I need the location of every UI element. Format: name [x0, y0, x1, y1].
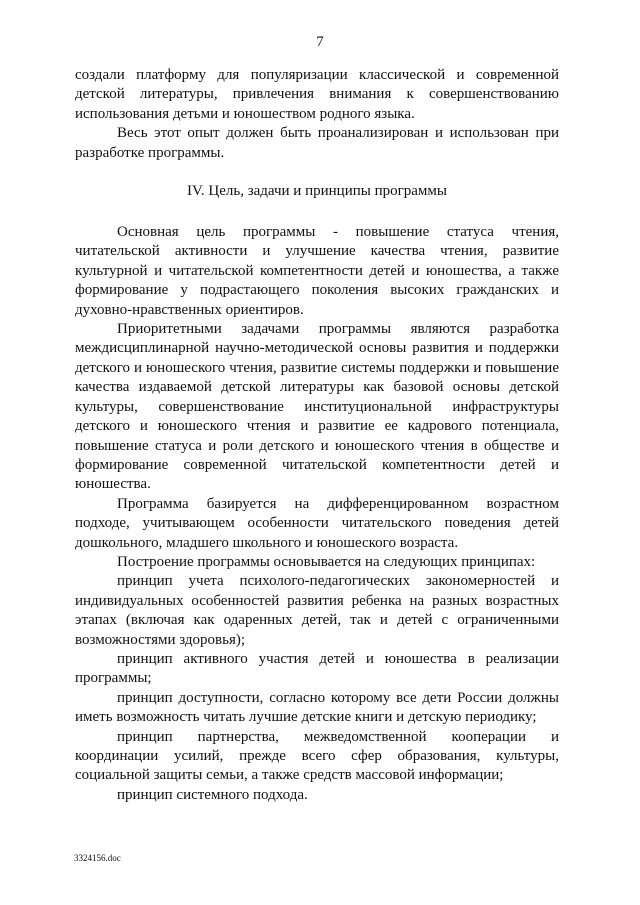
page-number: 7	[316, 34, 324, 50]
document-body	[75, 66, 559, 805]
body-paragraph: Приоритетными задачами программы являются разработка междисциплинарной научно-методической основы развития и поддержки детского и юношеского чтения, развитие системы поддержки и повышение качества издаваемой детской литературы как базовой основы детской культуры, совершенствование институциональной инфраструктуры детского и юношеского чтения и развитие ее кадрового потенциала, повышение статуса и роли детского и юношеского чтения в обществе и формирование современной читательской компетентности детей и юношества.	[75, 321, 559, 493]
body-paragraph: создали платформу для популяризации классической и современной детской литературы, привлечения внимания к совершенствованию использования детьми и юношеством родного языка.	[75, 67, 559, 122]
section-heading: IV. Цель, задачи и принципы программы	[187, 183, 447, 200]
body-paragraph: Программа базируется на дифференцированном возрастном подходе, учитывающем особенности читательского поведения детей дошкольного, младшего школьного и юношеского возраста.	[75, 495, 559, 551]
body-paragraph: Построение программы основывается на следующих принципах:	[117, 553, 536, 570]
principle-item: принцип учета психолого-педагогических закономерностей и индивидуальных особенностей развития ребенка на разных возрастных этапах (включая как одаренных детей, так и детей с ограниченными возможностями здоровья);	[75, 573, 559, 648]
principle-item: принцип активного участия детей и юношества в реализации программы;	[75, 650, 559, 687]
body-paragraph: Весь этот опыт должен быть проанализирован и использован при разработке программы.	[75, 125, 559, 161]
principle-item: принцип партнерства, межведомственной кооперации и координации усилий, прежде всего сфер образования, культуры, социальной защиты семьи, а также средств массовой информации;	[75, 728, 559, 784]
principle-item: принцип системного подхода.	[117, 786, 308, 803]
footer-filename: 3324156.doc	[74, 853, 121, 863]
body-paragraph: Основная цель программы - повышение статуса чтения, читательской активности и улучшение качества чтения, развитие культурной и читательской компетентности детей и юношества, а также формирование у подрастающего поколения высоких гражданских и духовно-нравственных ориентиров.	[75, 224, 559, 318]
principle-item: принцип доступности, согласно которому все дети России должны иметь возможность читать лучшие детские книги и детскую периодику;	[75, 689, 559, 726]
